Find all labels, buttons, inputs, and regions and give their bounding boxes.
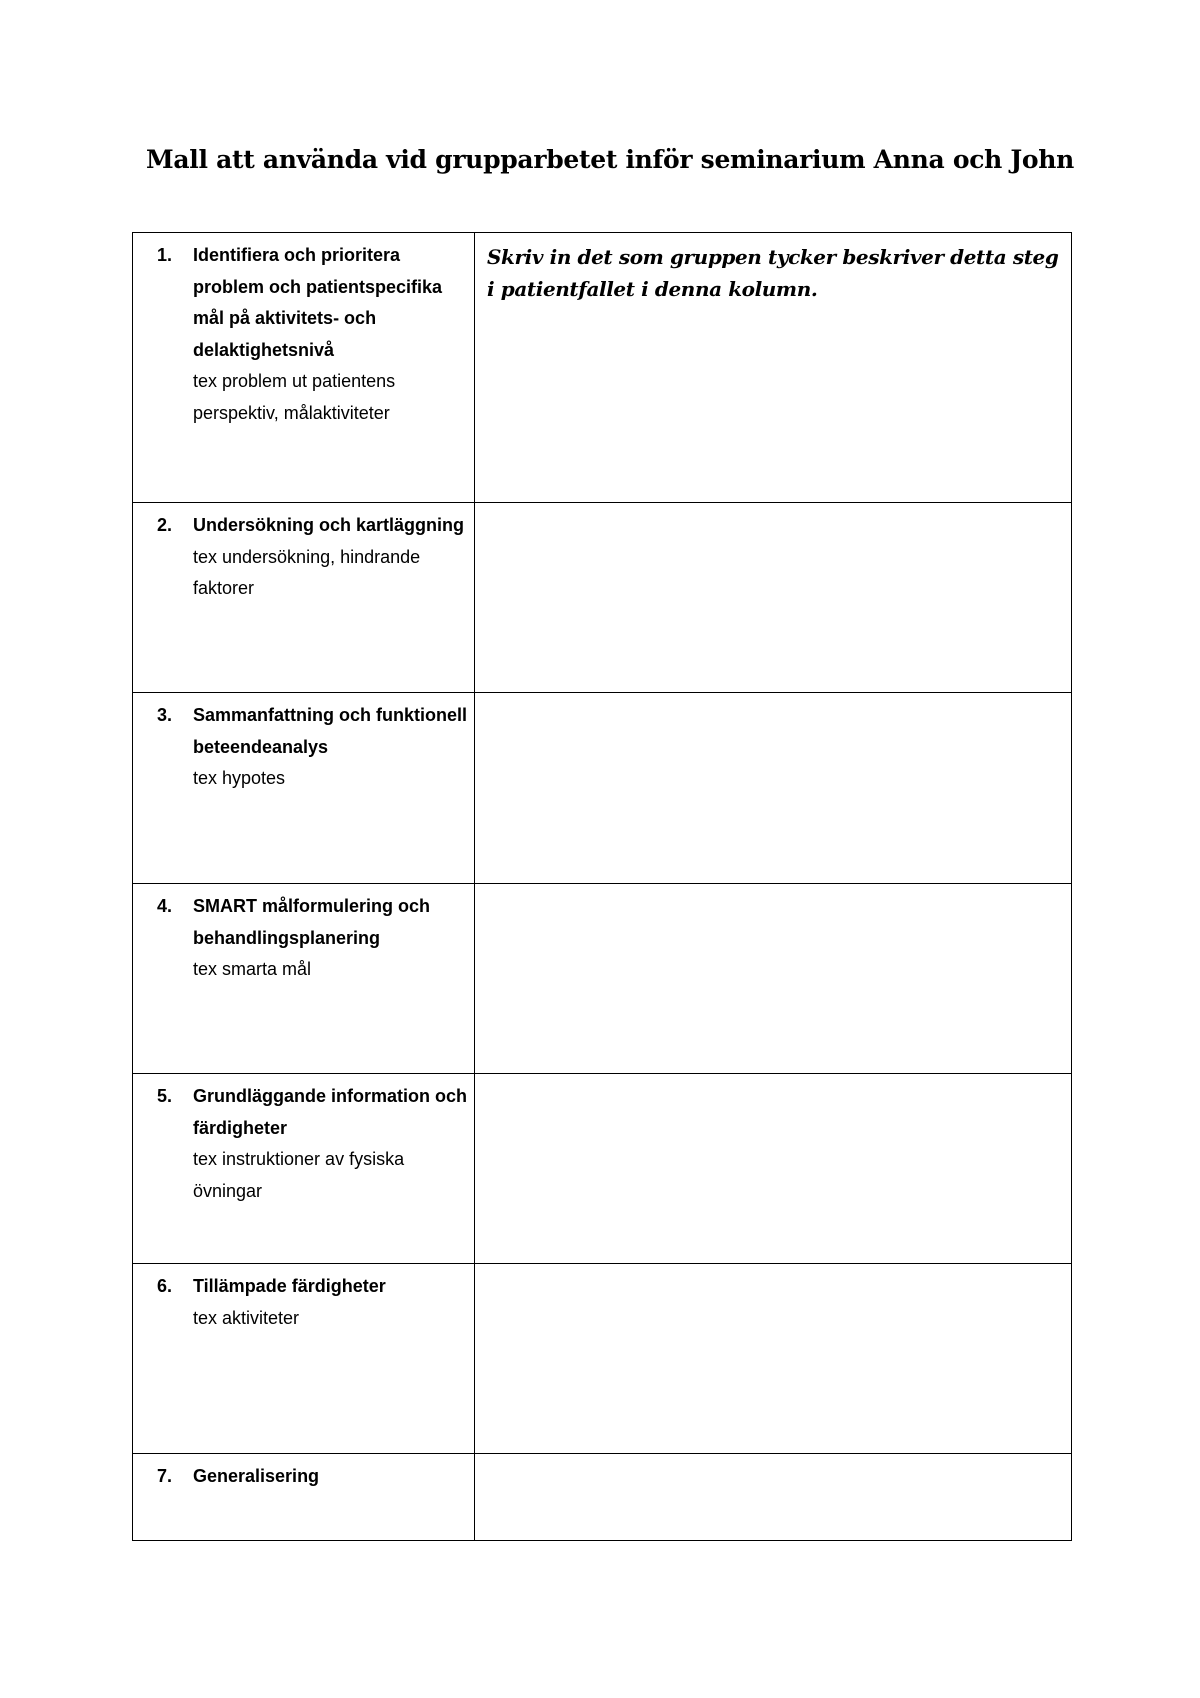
step-title: Identifiera och prioritera problem och patientspecifika mål på aktivitets- och delaktighetsnivå <box>193 245 443 360</box>
table-row <box>133 503 1072 693</box>
table-row <box>133 693 1072 884</box>
step-cell <box>133 1074 475 1264</box>
answer-cell[interactable] <box>475 884 1072 1074</box>
step-cell <box>133 233 475 503</box>
step-hint: tex hypotes <box>193 768 286 788</box>
worksheet-table <box>132 232 1072 1541</box>
step-cell <box>133 503 475 693</box>
table-row <box>133 1264 1072 1454</box>
step-cell <box>133 693 475 884</box>
step-title: Grundläggande information och färdigheter <box>193 1086 467 1138</box>
step-title: Sammanfattning och funktionell beteendeanalys <box>193 705 468 757</box>
step-title: Tillämpade färdigheter <box>193 1276 386 1296</box>
instruction-text: Skriv in det som gruppen tycker beskriver detta steg i patientfallet i denna kolumn. <box>487 245 1059 301</box>
step-hint: tex aktiviteter <box>193 1307 300 1328</box>
answer-cell[interactable] <box>475 1264 1072 1454</box>
table-row <box>133 884 1072 1074</box>
step-hint: tex smarta mål <box>193 959 312 979</box>
step-number: 6. <box>157 1276 173 1296</box>
table-row <box>133 1454 1072 1541</box>
table-row <box>133 1074 1072 1264</box>
step-number: 4. <box>157 896 173 916</box>
step-hint: tex undersökning, hindrande faktorer <box>193 546 421 598</box>
step-hint: tex instruktioner av fysiska övningar <box>193 1149 405 1201</box>
answer-cell[interactable] <box>475 693 1072 884</box>
answer-cell[interactable] <box>475 233 1072 503</box>
step-cell <box>133 884 475 1074</box>
step-number: 5. <box>157 1086 173 1106</box>
step-hint: tex problem ut patientens perspektiv, målaktiviteter <box>193 371 396 423</box>
step-title: Generalisering <box>193 1466 320 1486</box>
step-cell <box>133 1454 475 1541</box>
answer-cell[interactable] <box>475 1074 1072 1264</box>
step-number: 7. <box>157 1466 173 1486</box>
page-title: Mall att använda vid grupparbetet inför seminarium Anna och John <box>146 145 1075 174</box>
step-number: 1. <box>157 245 173 265</box>
step-title: SMART målformulering och behandlingsplanering <box>193 896 431 948</box>
step-cell <box>133 1264 475 1454</box>
step-title: Undersökning och kartläggning <box>193 515 465 535</box>
answer-cell[interactable] <box>475 503 1072 693</box>
step-number: 3. <box>157 705 173 725</box>
answer-cell[interactable] <box>475 1454 1072 1541</box>
step-number: 2. <box>157 515 173 535</box>
table-row <box>133 233 1072 503</box>
